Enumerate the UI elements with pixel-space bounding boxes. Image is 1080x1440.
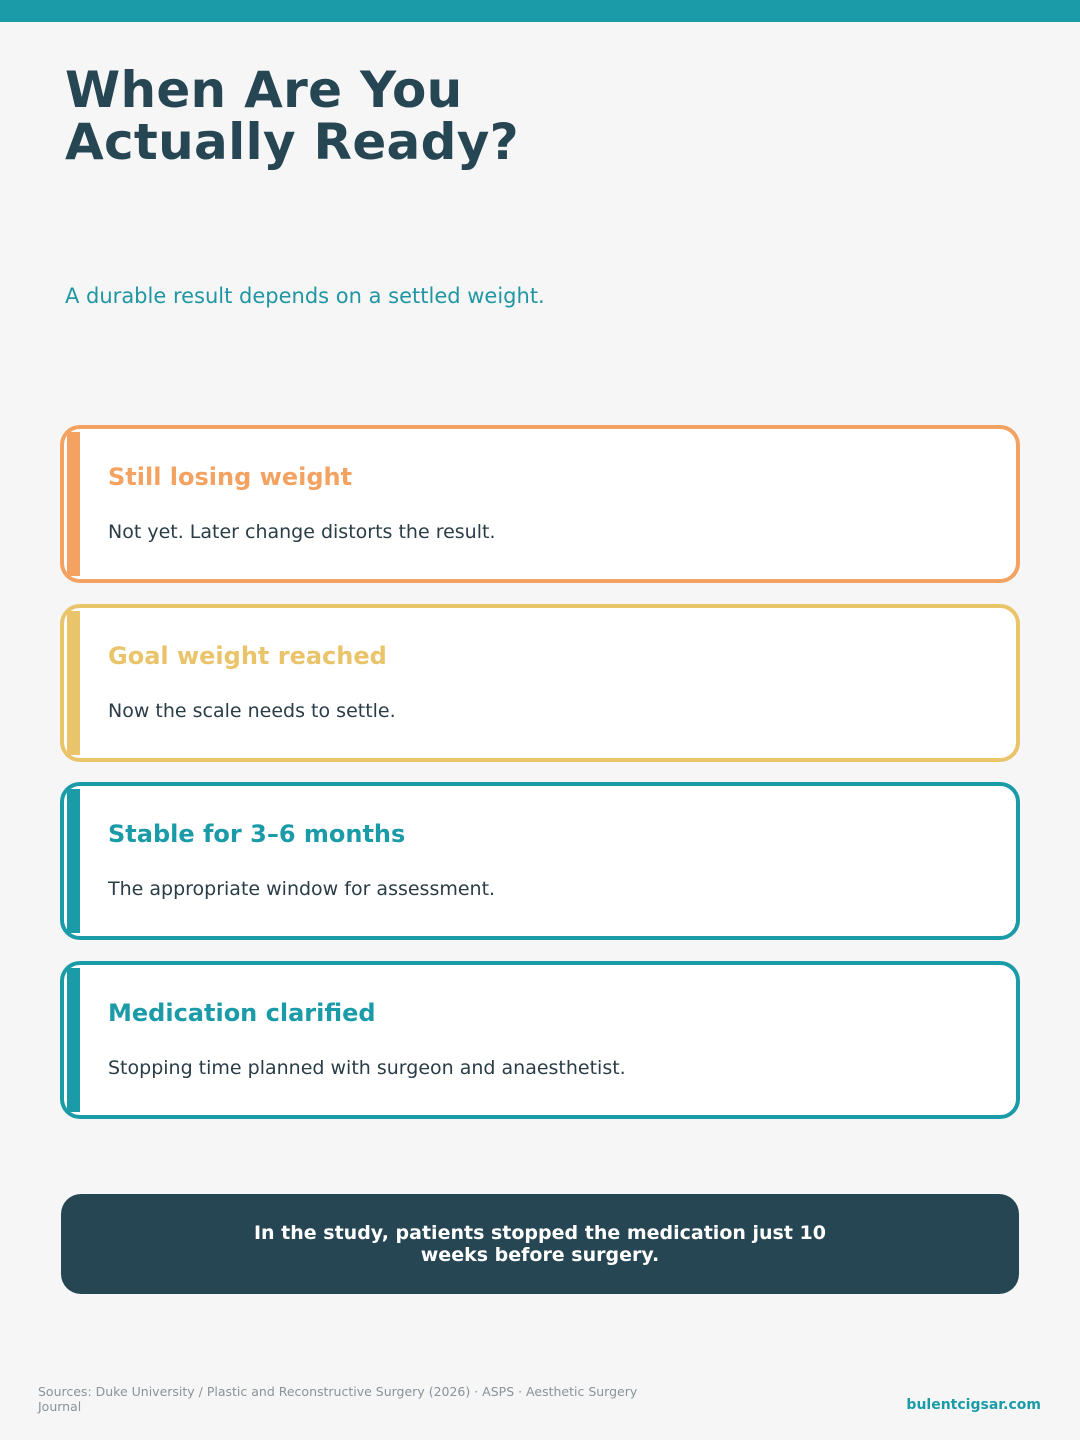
card-description: Not yet. Later change distorts the result. (108, 521, 496, 543)
readiness-card-medication (60, 961, 1020, 1119)
page-title-line-2: Actually Ready? (65, 113, 519, 171)
top-accent-bar (0, 0, 1080, 22)
sources-footnote: Sources: Duke University / Plastic and Reconstructive Surgery (2026) · ASPS · Aesthetic Surgery Journal (38, 1384, 638, 1414)
readiness-card-stable (60, 782, 1020, 940)
card-description: Stopping time planned with surgeon and anaesthetist. (108, 1057, 626, 1079)
card-description: Now the scale needs to settle. (108, 700, 396, 722)
website-link[interactable]: bulentcigsar.com (906, 1397, 1041, 1413)
page-title-line-1: When Are You (65, 61, 463, 119)
page-title (65, 61, 765, 171)
card-title: Still losing weight (108, 463, 353, 491)
readiness-card-still-losing (60, 425, 1020, 583)
card-accent-stripe (67, 968, 80, 1112)
card-accent-stripe (67, 611, 80, 755)
card-title: Medication clarified (108, 999, 376, 1027)
page-subtitle: A durable result depends on a settled weight. (65, 284, 545, 308)
readiness-card-goal-reached (60, 604, 1020, 762)
card-title: Stable for 3–6 months (108, 820, 406, 848)
study-callout-box (61, 1194, 1019, 1294)
card-accent-stripe (67, 432, 80, 576)
study-callout-text: In the study, patients stopped the medication just 10 weeks before surgery. (253, 1222, 827, 1266)
card-description: The appropriate window for assessment. (108, 878, 496, 900)
card-title: Goal weight reached (108, 642, 387, 670)
card-accent-stripe (67, 789, 80, 933)
